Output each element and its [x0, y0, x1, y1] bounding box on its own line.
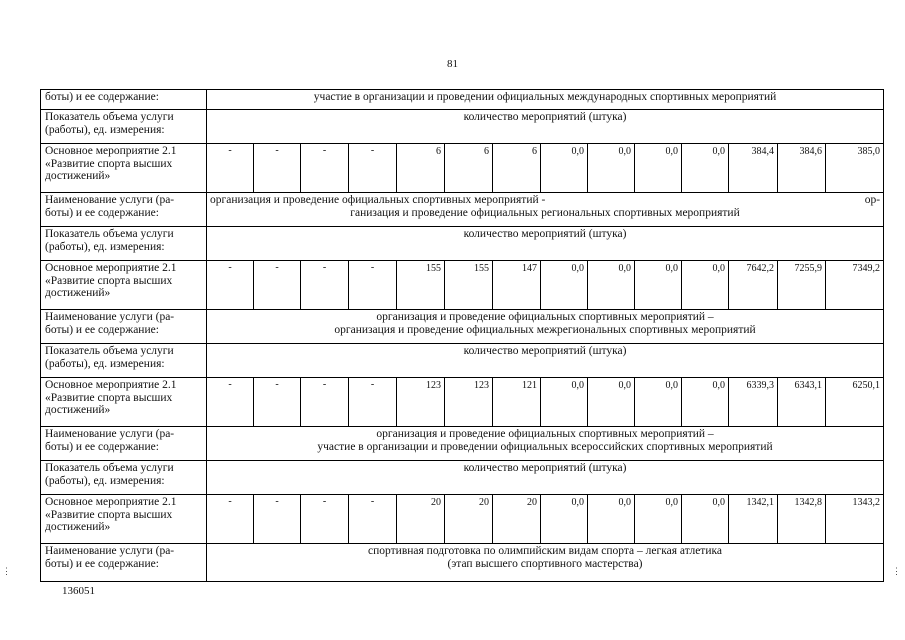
value-cell-12: 1342,1	[729, 495, 778, 544]
value-cell-1: -	[207, 378, 254, 427]
description-line: участие в организации и проведении официальных международных спортивных мероприятий	[313, 91, 777, 103]
value-cell-7: 121	[493, 378, 541, 427]
table-row-6	[41, 261, 884, 310]
row-label: боты) и ее содержание:	[41, 90, 207, 110]
table-row-2	[41, 110, 884, 144]
description-line-left: организация и проведение официальных спортивных мероприятий -	[210, 194, 546, 206]
value-cell-14: 7349,2	[826, 261, 884, 310]
description-line	[210, 194, 880, 207]
value-cell-7: 6	[493, 144, 541, 193]
value-cell-11: 0,0	[682, 378, 729, 427]
table-row-4	[41, 193, 884, 227]
table-row-10	[41, 427, 884, 461]
value-cell-14: 1343,2	[826, 495, 884, 544]
value-cell-14: 385,0	[826, 144, 884, 193]
value-cell-8: 0,0	[541, 144, 588, 193]
scan-edge-mark-right: ⋮	[892, 566, 901, 576]
value-cell-4: -	[349, 261, 397, 310]
value-cell-9: 0,0	[588, 261, 635, 310]
service-description	[207, 344, 884, 378]
description-line: количество мероприятий (штука)	[463, 228, 627, 240]
value-cell-13: 6343,1	[778, 378, 826, 427]
value-cell-12: 384,4	[729, 144, 778, 193]
value-cell-10: 0,0	[635, 261, 682, 310]
description-line-right: ор-	[864, 194, 881, 206]
value-cell-6: 6	[445, 144, 493, 193]
description-line: спортивная подготовка по олимпийским видам спорта – легкая атлетика	[368, 545, 722, 557]
description-line: (этап высшего спортивного мастерства)	[447, 557, 643, 570]
value-cell-3: -	[301, 378, 349, 427]
service-volume-table	[40, 89, 884, 582]
row-label: Показатель объема услуги (работы), ед. измерения:	[41, 227, 207, 261]
table-row-11	[41, 461, 884, 495]
table-row-3	[41, 144, 884, 193]
value-cell-2: -	[254, 261, 301, 310]
value-cell-12: 7642,2	[729, 261, 778, 310]
scan-edge-mark-left: ⋮	[2, 566, 11, 576]
row-label: Показатель объема услуги (работы), ед. измерения:	[41, 344, 207, 378]
value-cell-2: -	[254, 378, 301, 427]
value-cell-10: 0,0	[635, 495, 682, 544]
value-cell-1: -	[207, 144, 254, 193]
description-line: организация и проведение официальных спортивных мероприятий –	[376, 311, 714, 323]
value-cell-6: 123	[445, 378, 493, 427]
value-cell-8: 0,0	[541, 261, 588, 310]
table-row-5	[41, 227, 884, 261]
value-cell-11: 0,0	[682, 495, 729, 544]
service-description	[207, 544, 884, 582]
value-cell-5: 155	[397, 261, 445, 310]
value-cell-11: 0,0	[682, 144, 729, 193]
value-cell-13: 7255,9	[778, 261, 826, 310]
service-description	[207, 461, 884, 495]
service-description	[207, 310, 884, 344]
value-cell-8: 0,0	[541, 378, 588, 427]
description-line: количество мероприятий (штука)	[463, 462, 627, 474]
value-cell-5: 123	[397, 378, 445, 427]
value-cell-6: 20	[445, 495, 493, 544]
value-cell-1: -	[207, 495, 254, 544]
value-cell-3: -	[301, 495, 349, 544]
value-cell-4: -	[349, 144, 397, 193]
value-cell-13: 384,6	[778, 144, 826, 193]
service-description	[207, 227, 884, 261]
page-number: 81	[447, 58, 458, 70]
service-description	[207, 110, 884, 144]
value-cell-6: 155	[445, 261, 493, 310]
table-row-8	[41, 344, 884, 378]
row-label: Наименование услуги (ра-боты) и ее содержание:	[41, 427, 207, 461]
value-cell-10: 0,0	[635, 378, 682, 427]
value-cell-5: 6	[397, 144, 445, 193]
row-label: Наименование услуги (ра-боты) и ее содержание:	[41, 193, 207, 227]
service-description	[207, 193, 884, 227]
description-line: количество мероприятий (штука)	[463, 345, 627, 357]
value-cell-3: -	[301, 144, 349, 193]
service-description	[207, 90, 884, 110]
description-line: ганизация и проведение официальных региональных спортивных мероприятий	[350, 206, 740, 219]
table-row-7	[41, 310, 884, 344]
row-label: Основное мероприятие 2.1 «Развитие спорта высших достижений»	[41, 261, 207, 310]
value-cell-8: 0,0	[541, 495, 588, 544]
table-row-9	[41, 378, 884, 427]
value-cell-9: 0,0	[588, 495, 635, 544]
description-line: организация и проведение официальных межрегиональных спортивных мероприятий	[334, 323, 756, 336]
value-cell-1: -	[207, 261, 254, 310]
row-label: Наименование услуги (ра-боты) и ее содержание:	[41, 310, 207, 344]
row-label: Показатель объема услуги (работы), ед. измерения:	[41, 110, 207, 144]
row-label: Основное мероприятие 2.1 «Развитие спорта высших достижений»	[41, 495, 207, 544]
description-line: участие в организации и проведении официальных всероссийских спортивных мероприятий	[317, 440, 773, 453]
document-code: 136051	[62, 585, 95, 597]
value-cell-2: -	[254, 144, 301, 193]
value-cell-11: 0,0	[682, 261, 729, 310]
row-label: Основное мероприятие 2.1 «Развитие спорта высших достижений»	[41, 144, 207, 193]
value-cell-9: 0,0	[588, 378, 635, 427]
row-label: Показатель объема услуги (работы), ед. измерения:	[41, 461, 207, 495]
value-cell-12: 6339,3	[729, 378, 778, 427]
value-cell-2: -	[254, 495, 301, 544]
service-description	[207, 427, 884, 461]
value-cell-13: 1342,8	[778, 495, 826, 544]
row-label: Наименование услуги (ра-боты) и ее содержание:	[41, 544, 207, 582]
description-line: количество мероприятий (штука)	[463, 111, 627, 123]
value-cell-4: -	[349, 378, 397, 427]
value-cell-5: 20	[397, 495, 445, 544]
value-cell-4: -	[349, 495, 397, 544]
row-label: Основное мероприятие 2.1 «Развитие спорта высших достижений»	[41, 378, 207, 427]
value-cell-10: 0,0	[635, 144, 682, 193]
table-row-1	[41, 90, 884, 110]
value-cell-9: 0,0	[588, 144, 635, 193]
description-line: организация и проведение официальных спортивных мероприятий –	[376, 428, 714, 440]
table-row-13	[41, 544, 884, 582]
value-cell-3: -	[301, 261, 349, 310]
value-cell-7: 147	[493, 261, 541, 310]
value-cell-14: 6250,1	[826, 378, 884, 427]
table-row-12	[41, 495, 884, 544]
value-cell-7: 20	[493, 495, 541, 544]
